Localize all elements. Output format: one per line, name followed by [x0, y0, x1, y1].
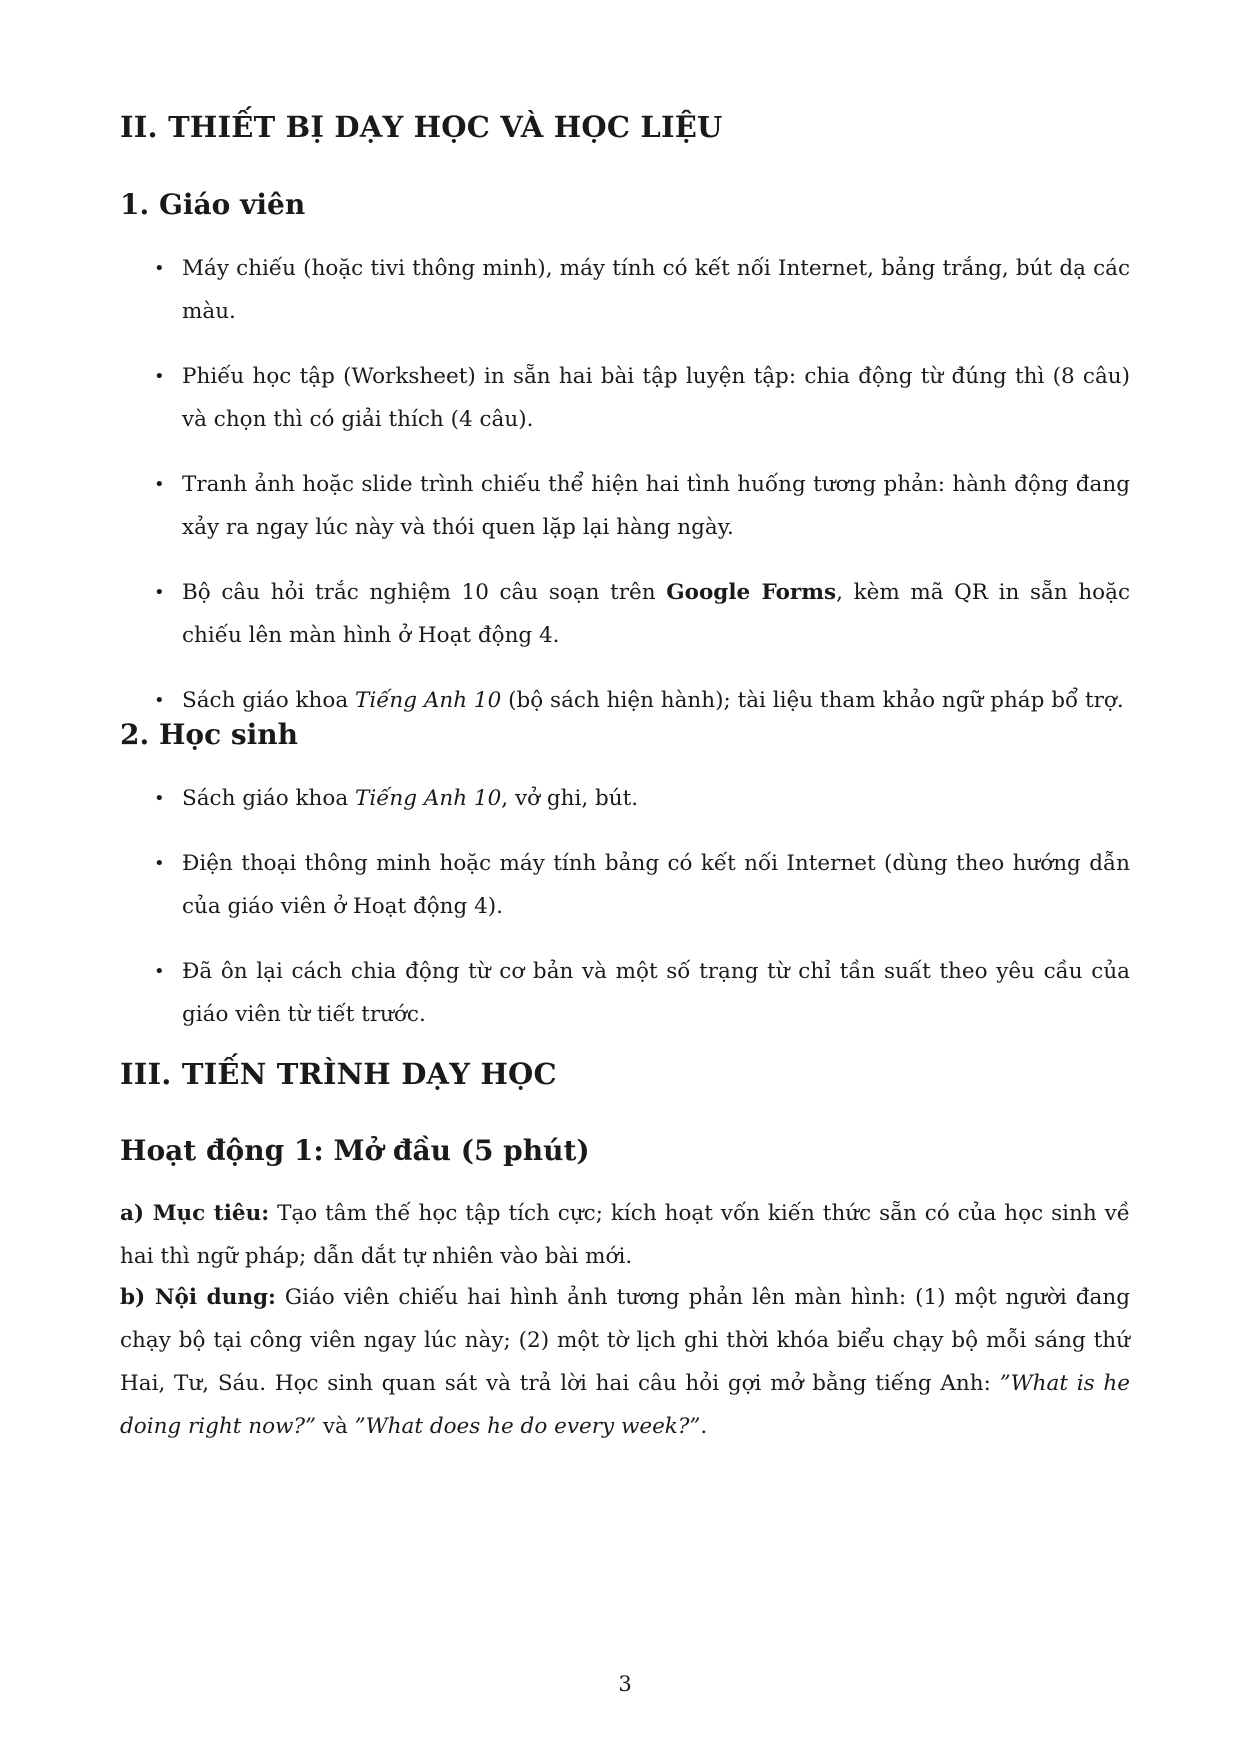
- textbook-title: Tiếng Anh 10: [354, 688, 502, 713]
- textbook-title: Tiếng Anh 10: [354, 786, 502, 811]
- bullet-icon: •: [154, 853, 165, 874]
- google-forms-label: Google Forms: [666, 580, 837, 605]
- question-1: ”What is he doing right now?”: [120, 1371, 1130, 1439]
- bullet-icon: •: [154, 582, 165, 603]
- subsection-student-heading: 2. Học sinh: [120, 718, 299, 751]
- list-item: • Điện thoại thông minh hoặc máy tính bảng có kết nối Internet (dùng theo hướng dẫn của giáo viên ở Hoạt động 4).: [120, 842, 1130, 928]
- activity1-content: b) Nội dung: Giáo viên chiếu hai hình ảnh tương phản lên màn hình: (1) một người đang chạy bộ tại công viên ngay lúc này; (2) một tờ lịch ghi thời khóa biểu chạy bộ mỗi sáng thứ Hai, Tư, Sáu. Học sinh quan sát và trả lời hai câu hỏi gợi mở bằng tiếng Anh: ”What is he doing right now?” và ”What does he do every week?”.: [120, 1285, 1130, 1439]
- section-title-equipment: II. THIẾT BỊ DẠY HỌC VÀ HỌC LIỆU: [120, 110, 723, 144]
- objective-label: a) Mục tiêu:: [120, 1201, 270, 1226]
- bullet-icon: •: [154, 690, 165, 711]
- list-item: • Sách giáo khoa Tiếng Anh 10, vở ghi, bút.: [120, 777, 1130, 820]
- teacher-materials-list: [120, 247, 1130, 744]
- question-2: ”What does he do every week?”: [354, 1414, 701, 1439]
- list-item: • Đã ôn lại cách chia động từ cơ bản và một số trạng từ chỉ tần suất theo yêu cầu của giáo viên từ tiết trước.: [120, 950, 1130, 1036]
- activity1-objective: a) Mục tiêu: Tạo tâm thế học tập tích cực; kích hoạt vốn kiến thức sẵn có của học sinh về hai thì ngữ pháp; dẫn dắt tự nhiên vào bài mới.: [120, 1201, 1130, 1269]
- bullet-icon: •: [154, 366, 165, 387]
- student-materials-list: [120, 777, 1130, 1058]
- bullet-icon: •: [154, 788, 165, 809]
- activity1-heading: Hoạt động 1: Mở đầu (5 phút): [120, 1134, 590, 1167]
- bullet-icon: •: [154, 961, 165, 982]
- bullet-icon: •: [154, 258, 165, 279]
- list-item: • Bộ câu hỏi trắc nghiệm 10 câu soạn trên Google Forms, kèm mã QR in sẵn hoặc chiếu lên màn hình ở Hoạt động 4.: [120, 571, 1130, 657]
- section-title-process: III. TIẾN TRÌNH DẠY HỌC: [120, 1057, 557, 1091]
- bullet-icon: •: [154, 474, 165, 495]
- subsection-teacher-heading: 1. Giáo viên: [120, 188, 306, 221]
- list-item: • Máy chiếu (hoặc tivi thông minh), máy tính có kết nối Internet, bảng trắng, bút dạ các màu.: [120, 247, 1130, 333]
- list-item: • Tranh ảnh hoặc slide trình chiếu thể hiện hai tình huống tương phản: hành động đang xảy ra ngay lúc này và thói quen lặp lại hàng ngày.: [120, 463, 1130, 549]
- list-item: • Sách giáo khoa Tiếng Anh 10 (bộ sách hiện hành); tài liệu tham khảo ngữ pháp bổ trợ.: [120, 679, 1130, 722]
- page-number: 3: [618, 1672, 632, 1696]
- list-item: • Phiếu học tập (Worksheet) in sẵn hai bài tập luyện tập: chia động từ đúng thì (8 câu) và chọn thì có giải thích (4 câu).: [120, 355, 1130, 441]
- content-label: b) Nội dung:: [120, 1285, 276, 1310]
